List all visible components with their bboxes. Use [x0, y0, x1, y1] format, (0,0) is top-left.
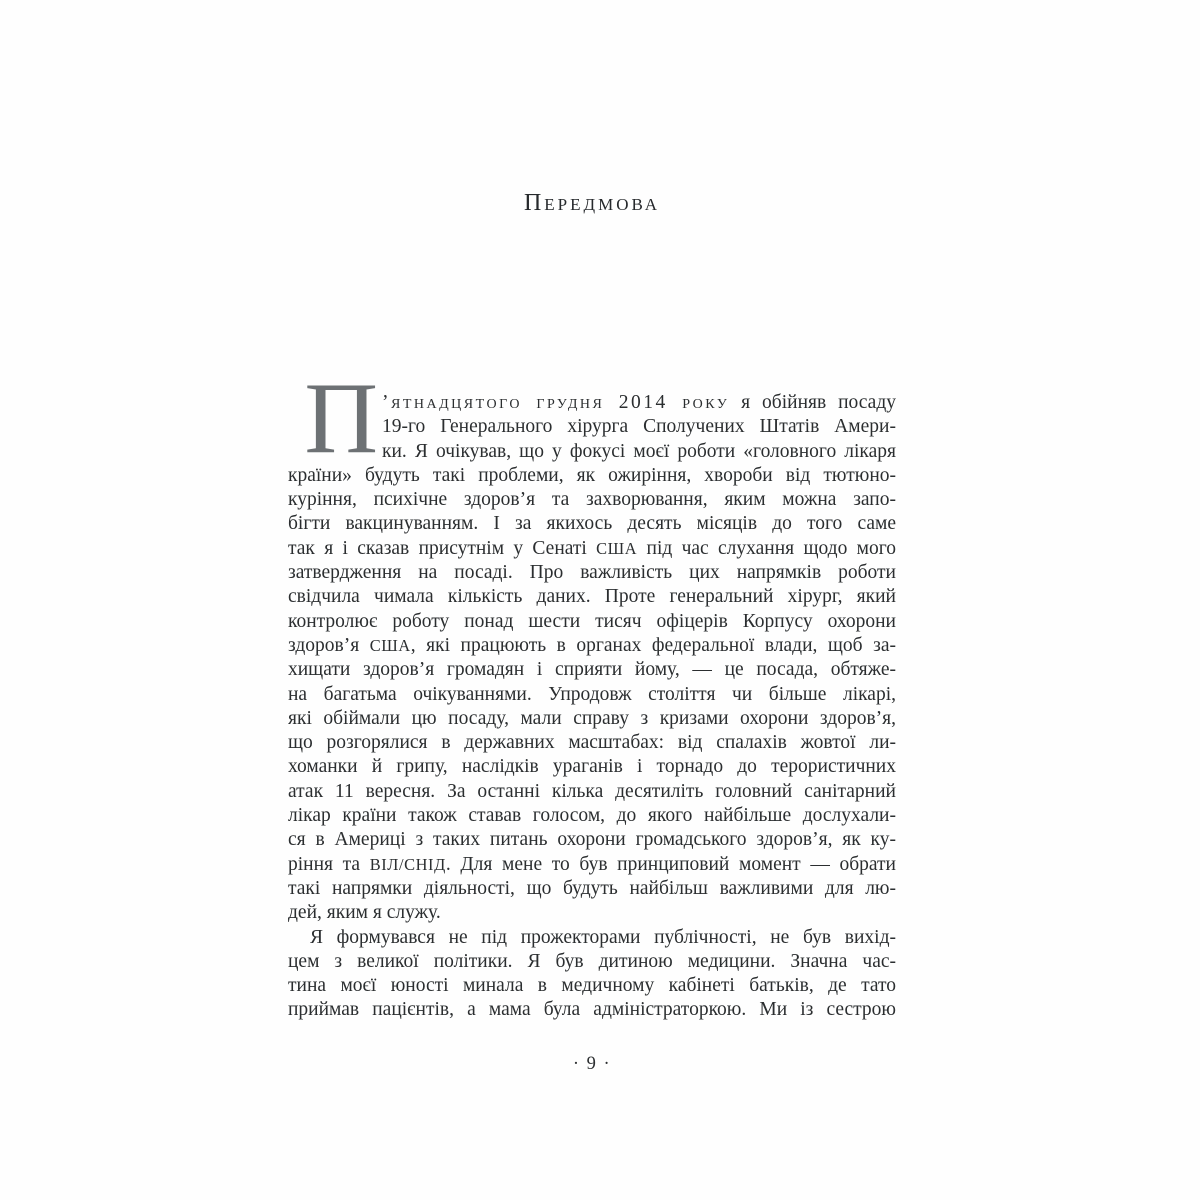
small-caps-term: США	[596, 538, 638, 558]
text-line: здоров’я США, які працюють в органах федеральної влади, щоб за-	[288, 634, 896, 656]
text-line: так я і сказав присутнім у Сенаті США під час слухання щодо мого	[288, 537, 896, 559]
text-line: на багатьма очікуваннями. Упродовж століття чи більше лікарі,	[288, 683, 896, 705]
text-line: лікар країни також ставав голосом, до якого найбільше дослухали-	[288, 805, 896, 827]
text-line: ’ятнадцятого грудня 2014 року я обійняв посаду	[382, 392, 896, 413]
text-line: контролює роботу понад шести тисяч офіцерів Корпусу охорони	[288, 610, 896, 632]
text-line: які обіймали цю посаду, мали справу з кризами охорони здоров’я,	[288, 707, 896, 729]
body-text	[288, 362, 896, 1023]
text-line: хищати здоров’я громадян і сприяти йому, — це посада, обтяже-	[288, 659, 896, 681]
text-line: тина моєї юності минала в медичному кабінеті батьків, де тато	[288, 975, 896, 997]
text-line: такі напрямки діяльності, що будуть найбільш важливими для лю-	[288, 877, 896, 899]
text-line: ся в Америці з таких питань охорони громадського здоров’я, як ку-	[288, 829, 896, 851]
paragraph	[288, 926, 896, 1023]
text-line: Я формувався не під прожекторами публічності, не був вихід-	[310, 926, 896, 948]
text-line: хоманки й грипу, наслідків ураганів і торнадо до терористичних	[288, 756, 896, 778]
text-line: ки. Я очікував, що у фокусі моєї роботи «головного лікаря	[382, 440, 896, 462]
text-line: приймав пацієнтів, а мама була адміністраторкою. Ми із сестрою	[288, 999, 896, 1021]
text-line: атак 11 вересня. За останні кілька десятиліть головний санітарний	[288, 780, 896, 802]
text-line: дей, яким я служу.	[288, 902, 441, 924]
text-line: затвердження на посаді. Про важливість цих напрямків роботи	[288, 562, 896, 584]
text-line: ріння та ВІЛ/СНІД. Для мене то був принциповий момент — обрати	[288, 853, 896, 875]
text-line: свідчила чимала кількість даних. Проте генеральний хірург, який	[288, 586, 896, 608]
drop-cap	[288, 362, 382, 475]
page-number: · 9 ·	[572, 1054, 612, 1074]
text-line: бігти вакцинуванням. І за якихось десять місяців до того саме	[288, 513, 896, 535]
drop-cap-letter: П	[304, 362, 378, 475]
chapter-title: Передмова	[523, 190, 661, 216]
text-line: 19-го Генерального хірурга Сполучених Штатів Амери-	[382, 416, 896, 438]
text-line: куріння, психічне здоров’я та захворювання, яким можна запо-	[288, 489, 896, 511]
text-line: що розгорялися в державних масштабах: від спалахів жовтої ли-	[288, 732, 896, 754]
small-caps-term: ВІЛ/СНІД	[369, 854, 446, 874]
paragraph	[288, 362, 896, 926]
text-line: цем з великої політики. Я був дитиною медицини. Значна час-	[288, 950, 896, 972]
text-line: країни» будуть такі проблеми, як ожиріння, хвороби від тютюно-	[288, 464, 896, 486]
small-caps-term: США	[369, 635, 411, 655]
lead-small-caps: ’ятнадцятого грудня 2014 року	[382, 392, 730, 413]
